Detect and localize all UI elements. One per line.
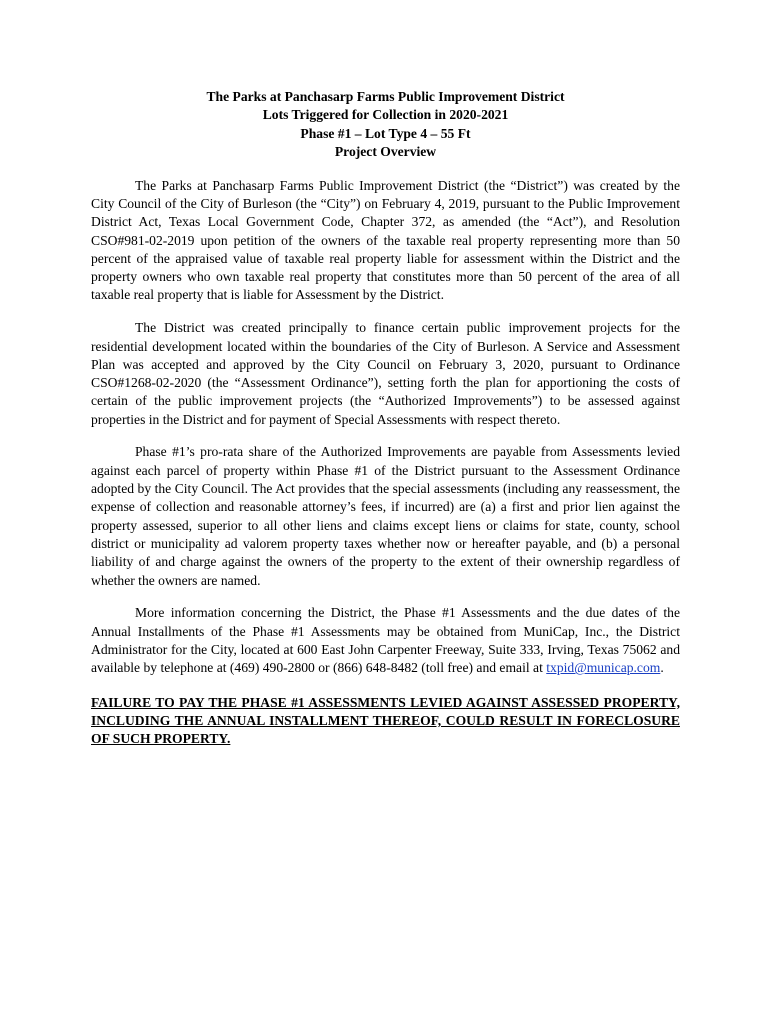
- phase-lot-type-title: Phase #1 – Lot Type 4 – 55 Ft: [300, 125, 471, 141]
- district-creation-paragraph: The Parks at Panchasarp Farms Public Improvement District (the “District”) was created by the City Council of the City of Burleson (the “City”) on February 4, 2019, pursuant to the Public Improvement District Act, Texas Local Government Code, Chapter 372, as amended (the “Act”), and Resolution CSO#981-02-2019 upon petition of the owners of the taxable real property representing more than 50 percent of the appraised value of taxable real property liable for assessment within the District and the property owners who own taxable real property that constitutes more than 50 percent of the area of all taxable real property that is liable for Assessment by the District.: [91, 177, 680, 303]
- district-purpose-paragraph: The District was created principally to finance certain public improvement projects for the residential development located within the boundaries of the City of Burleson. A Service and Assessment Plan was accepted and approved by the City Council on February 3, 2020, pursuant to Ordinance CSO#1268-02-2020 (the “Assessment Ordinance”), setting forth the plan for apportioning the costs of certain of the public improvement projects (the “Authorized Improvements”) to be assessed against properties in the District and for payment of Special Assessments with respect thereto.: [91, 320, 680, 427]
- email-link[interactable]: txpid@municap.com: [546, 660, 661, 676]
- collection-year-title: Lots Triggered for Collection in 2020-2021: [262, 107, 509, 123]
- contact-text-end: .: [660, 660, 664, 676]
- assessment-lien-paragraph: Phase #1’s pro-rata share of the Authorized Improvements are payable from Assessments levied against each parcel of property within Phase #1 of the District pursuant to the Assessment Ordinance adopted by the City Council. The Act provides that the special assessments (including any reassessment, the expense of collection and reasonable attorney’s fees, if incurred) are (a) a first and prior lien against the property assessed, superior to all other liens and claims except liens or claims for state, county, school district or municipality ad valorem property taxes whether now or hereafter payable, and (b) a personal liability of and charge against the owners of the property to the extent of their ownership regardless of whether the owners are named.: [91, 444, 680, 588]
- contact-information-paragraph: [91, 604, 680, 677]
- contact-text: More information concerning the District, the Phase #1 Assessments and the due dates of the Annual Installments of the Phase #1 Assessments may be obtained from MuniCap, Inc., the District Administrator for the City, located at 600 East John Carpenter Freeway, Suite 333, Irving, Texas 75062 and available by telephone at (469) 490-2800 or (866) 648-8482 (toll free) and email at: [91, 605, 680, 676]
- project-overview-title: Project Overview: [334, 144, 437, 160]
- district-title: The Parks at Panchasarp Farms Public Improvement District: [206, 89, 565, 104]
- document-header: [91, 88, 680, 162]
- foreclosure-warning: FAILURE TO PAY THE PHASE #1 ASSESSMENTS LEVIED AGAINST ASSESSED PROPERTY, INCLUDING THE ANNUAL INSTALLMENT THEREOF, COULD RESULT IN FORECLOSURE OF SUCH PROPERTY.: [91, 694, 680, 747]
- document-page: [91, 88, 680, 748]
